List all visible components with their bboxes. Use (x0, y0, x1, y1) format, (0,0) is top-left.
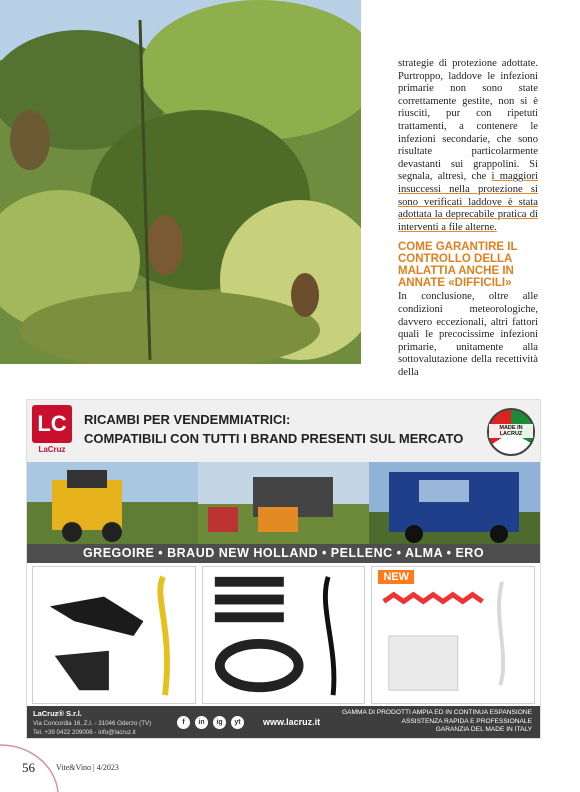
article-column (398, 58, 538, 379)
highlighted-text: i maggiori insuccessi nella protezione si sono verificati laddove è stata adottata la deprecabile pratica di interventi a file alterne. (398, 171, 538, 233)
page-number: 56 (22, 760, 35, 775)
made-in-badge: MADE IN LACRUZ (487, 408, 535, 456)
harvester-photo-orange (198, 462, 369, 544)
new-label: NEW (378, 570, 414, 584)
ad-claims: GAMMA DI PRODOTTI AMPIA ED IN CONTINUA ESPANSIONE ASSISTENZA RAPIDA E PROFESSIONALE GARANZIA DEL MADE IN ITALY (341, 709, 532, 733)
machine-photos (27, 462, 540, 544)
instagram-icon[interactable]: ig (213, 716, 226, 729)
harvester-photo-blue (369, 462, 540, 544)
parts-panel-3 (371, 566, 535, 704)
ad-headline: RICAMBI PER VENDEMMIATRICI: (84, 412, 291, 427)
company-contact: Tel. +39 0422 209006 - info@lacruz.it (33, 729, 136, 736)
youtube-icon[interactable]: yt (231, 716, 244, 729)
harvester-photo-yellow (27, 462, 198, 544)
logo-name: LaCruz (38, 445, 66, 454)
ad-header (27, 400, 540, 462)
section-heading: COME GARANTIRE IL CONTROLLO DELLA MALATTIA ANCHE IN ANNATE «DIFFICILI» (398, 241, 518, 290)
ad-subheadline: COMPATIBILI CON TUTTI I BRAND PRESENTI SUL MERCATO (84, 431, 464, 446)
parts-panels (32, 566, 535, 704)
website-link[interactable]: www.lacruz.it (263, 717, 321, 727)
linkedin-icon[interactable]: in (195, 716, 208, 729)
company-address: Via Concordia 16, Z.I. - 31046 Oderzo (TV) (33, 720, 152, 727)
article-paragraph: In conclusione, oltre alle condizioni meteorologiche, davvero eccezionali, altri fattori quali le precocissime infezioni primarie, unitamente alla sottovalutazione della recettività della (398, 291, 538, 378)
company-name: LaCruz® S.r.l. (33, 709, 82, 718)
social-icons (177, 716, 244, 729)
brands-band: GREGOIRE • BRAUD NEW HOLLAND • PELLENC • ALMA • ERO (27, 544, 540, 563)
lacruz-logo (32, 405, 72, 457)
parts-panel-2 (202, 566, 366, 704)
article-paragraph: strategie di protezione adottate. Purtroppo, laddove le infezioni primarie non sono state correttamente gestite, non si è riusciti, pur con ripetuti trattamenti, a contenere le infezioni secondarie, che sono risultate particolarmente devastanti sui grappolini. Si segnala, altresì, che i maggiori insuccessi nella protezione si sono verificati laddove è stata adottata la deprecabile pratica di interventi a file alterne. (398, 58, 538, 233)
ad-footer (27, 706, 540, 738)
vineyard-photo (0, 0, 361, 364)
advertisement (27, 400, 540, 738)
facebook-icon[interactable]: f (177, 716, 190, 729)
parts-panel-1 (32, 566, 196, 704)
running-footer: Vite&Vino | 4/2023 (56, 763, 119, 772)
logo-mark: LC (32, 405, 72, 443)
